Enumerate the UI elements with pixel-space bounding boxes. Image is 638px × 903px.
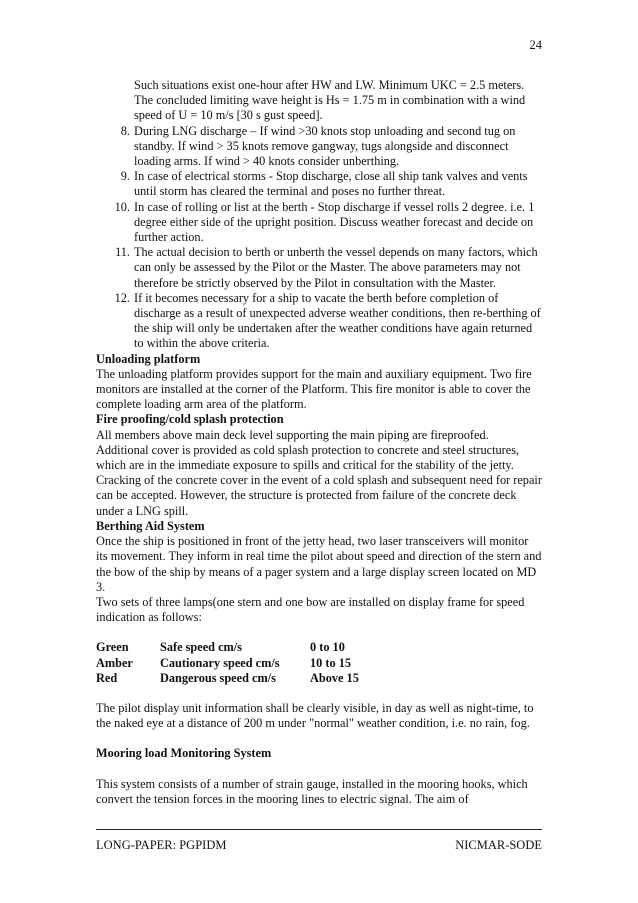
page-footer <box>96 838 542 853</box>
speed-label: Safe speed cm/s <box>160 640 242 655</box>
footer-left: LONG-PAPER: PGPIDM <box>96 838 227 852</box>
list-item <box>115 245 542 291</box>
speed-label: Dangerous speed cm/s <box>160 670 276 685</box>
lamp-color: Green <box>96 640 129 655</box>
berthing-paragraph: Once the ship is positioned in front of the jetty head, two laser transceivers will monitor its movement. They inform in real time the pilot about speed and direction of the stern and the bow of the ship by means of a pager system and a large display screen located on MD 3. <box>96 534 542 594</box>
page-body <box>96 78 542 807</box>
item-text: In case of rolling or list at the berth - Stop discharge if vessel rolls 2 degree. i.e. 1 degree either side of the upright position. Discuss weather forecast and decide on further action. <box>134 199 535 245</box>
footer-right: NICMAR-SODE <box>455 838 542 852</box>
numbered-list <box>96 124 542 352</box>
page-number: 24 <box>529 38 542 52</box>
item-text: In case of electrical storms - Stop discharge, close all ship tank valves and vents until storm has cleared the terminal and poses no further threat. <box>134 169 528 199</box>
list-item <box>120 123 542 170</box>
unloading-paragraph: The unloading platform provides support for the main and auxiliary equipment. Two fire monitors are installed at the corner of the Platform. This fire monitor is able to cover the complete loading arm area of the platform. <box>96 366 532 412</box>
table-row <box>96 640 410 655</box>
item-number: 12. <box>114 290 130 305</box>
item-text: If it becomes necessary for a ship to vacate the berth before completion of discharge as a result of unexpected adverse weather conditions, then re-berthing of the ship will only be undertaken after the weather conditions have again returned to within the above criteria. <box>134 290 541 351</box>
speed-label: Cautionary speed cm/s <box>160 655 280 670</box>
unloading-heading: Unloading platform <box>96 351 201 366</box>
mooring-heading: Mooring load Monitoring System <box>96 746 272 761</box>
table-row <box>96 671 410 686</box>
continuation-paragraph: Such situations exist one-hour after HW and LW. Minimum UKC = 2.5 meters. The concluded limiting wave height is Hs = 1.75 m in combination with a wind speed of U = 10 m/s [30 s gust speed]. <box>134 78 526 123</box>
spacer <box>96 731 542 746</box>
speed-range: 10 to 15 <box>310 655 351 670</box>
lamp-color: Red <box>96 670 118 685</box>
item-text: The actual decision to berth or unberth the vessel depends on many factors, which can only be assessed by the Pilot or the Master. The above parameters may not therefore be strictly observed by the Pilot in consultation with the Master. <box>134 245 538 290</box>
berthing-lamps-paragraph: Two sets of three lamps(one stern and one bow are installed on display frame for speed indication as follows: <box>96 594 525 625</box>
item-number: 10. <box>114 199 130 214</box>
item-number: 9. <box>120 169 130 184</box>
mooring-paragraph: This system consists of a number of strain gauge, installed in the mooring hooks, which convert the tension forces in the mooring lines to electric signal. The aim of <box>96 776 528 806</box>
list-item <box>114 199 542 246</box>
item-number: 11. <box>115 245 130 260</box>
list-item <box>120 169 542 199</box>
speed-indication-table <box>96 640 410 686</box>
fireproofing-paragraph: All members above main deck level supporting the main piping are fireproofed. Additional cover is provided as cold splash protection to concrete and steel structures, which are in the immediate exposure to spills and critical for the stability of the jetty. Cracking of the concrete cover in the event of a cold splash and subsequent need for repair can be accepted. However, the structure is protected from failure of the concrete deck under a LNG spill. <box>96 427 542 518</box>
berthing-heading: Berthing Aid System <box>96 518 205 533</box>
spacer <box>96 762 542 777</box>
footer-divider <box>96 829 542 830</box>
item-text: During LNG discharge – If wind >30 knots stop unloading and second tug on standby. If wind > 35 knots remove gangway, tugs alongside and disconnect loading arms. If wind > 40 knots consider unberthing. <box>134 123 516 169</box>
speed-range: 0 to 10 <box>310 640 345 655</box>
item-number: 8. <box>120 123 130 138</box>
table-row <box>96 656 410 671</box>
lamp-color: Amber <box>96 655 133 670</box>
pilot-display-paragraph: The pilot display unit information shall be clearly visible, in day as well as night-time, to the naked eye at a distance of 200 m under "normal" weather condition, i.e. no rain, fog. <box>96 700 534 731</box>
speed-range: Above 15 <box>310 670 359 685</box>
list-item <box>114 290 542 352</box>
fireproofing-heading: Fire proofing/cold splash protection <box>96 412 284 427</box>
